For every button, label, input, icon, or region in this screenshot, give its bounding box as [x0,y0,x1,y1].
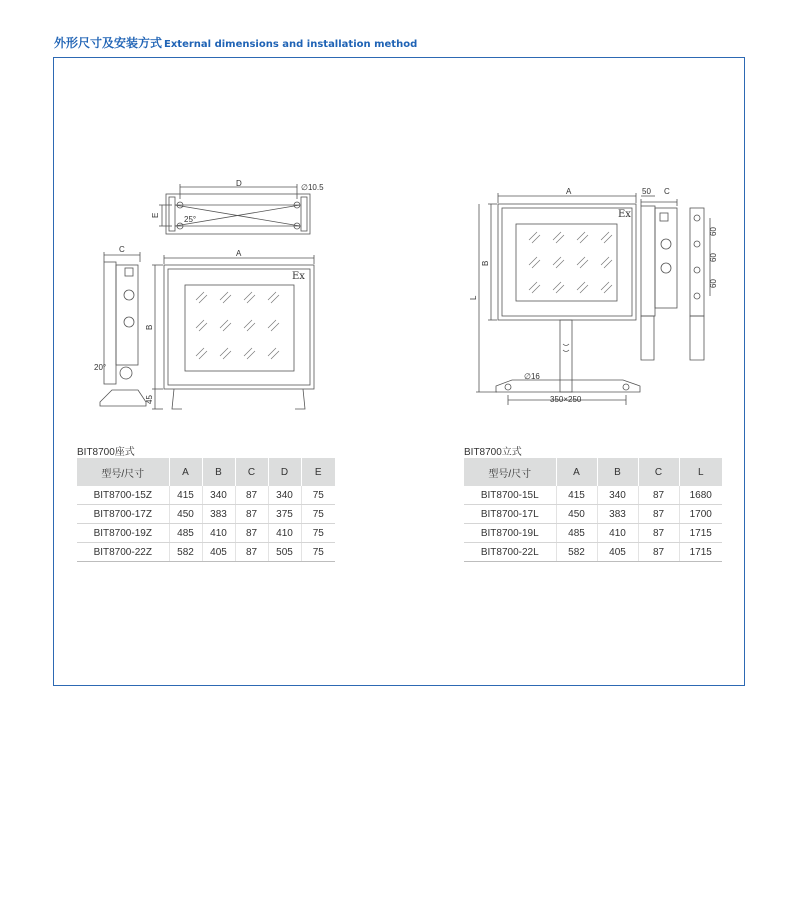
table-cell: 87 [638,505,679,524]
table-cell: 87 [638,524,679,543]
stand-dim-label-l: L [469,295,478,300]
table-cell: 340 [202,486,235,505]
table-cell: BIT8700-19Z [77,524,169,543]
dim-label-45: 45 [145,395,154,404]
floor-stand-drawing [470,185,725,410]
table-cell: 87 [638,543,679,562]
table-row [77,505,335,524]
table-cell: 582 [169,543,202,562]
table-cell: 75 [301,486,335,505]
column-header: C [235,458,268,486]
table-row [77,486,335,505]
table-cell: 450 [556,505,597,524]
column-header: C [638,458,679,486]
table-cell: 87 [638,486,679,505]
table-row [464,505,722,524]
table-cell: 415 [169,486,202,505]
column-header: B [202,458,235,486]
dim-label-b: B [145,324,154,330]
table-cell: 1715 [679,524,722,543]
table-row [464,524,722,543]
column-header: D [268,458,301,486]
table-cell: 87 [235,505,268,524]
dim-label-c: C [119,245,125,254]
table-cell: BIT8700-19L [464,524,556,543]
table-cell: BIT8700-22Z [77,543,169,562]
dim-label-d: D [236,179,242,188]
column-header: 型号/尺寸 [77,458,169,486]
stand-dim-label-a: A [566,187,572,196]
table-cell: 405 [597,543,638,562]
table-cell: 340 [268,486,301,505]
desk-mount-drawing [90,175,330,420]
table-row [464,486,722,505]
table-cell: BIT8700-15Z [77,486,169,505]
column-header: B [597,458,638,486]
ex-mark: Ex [292,271,305,282]
stand-ex-mark: Ex [618,209,631,220]
column-header: 型号/尺寸 [464,458,556,486]
table-row [464,543,722,562]
stand-dim-label-60b: 60 [709,253,718,262]
column-header: A [556,458,597,486]
table-cell: 415 [556,486,597,505]
table-cell: 405 [202,543,235,562]
dim-label-e: E [151,212,160,218]
table-cell: 410 [268,524,301,543]
section-heading [54,34,417,51]
table-cell: 1680 [679,486,722,505]
angle-label-20: 20° [94,363,107,372]
table-cell: BIT8700-15L [464,486,556,505]
table-cell: 87 [235,524,268,543]
table-cell: 87 [235,543,268,562]
stand-dim-label-60a: 60 [709,227,718,236]
table-desk-caption: BIT8700座式 [77,447,135,458]
table-desk [77,458,335,562]
table-cell: BIT8700-17Z [77,505,169,524]
table-row [77,524,335,543]
table-cell: 75 [301,524,335,543]
table-header-row [464,458,722,486]
table-cell: 340 [597,486,638,505]
table-row [77,543,335,562]
column-header: A [169,458,202,486]
table-cell: 1700 [679,505,722,524]
table-header-row [77,458,335,486]
table-cell: 383 [202,505,235,524]
angle-label-25: 25° [184,215,197,224]
column-header: L [679,458,722,486]
dim-label-hole: ∅10.5 [301,183,324,192]
table-cell: 485 [556,524,597,543]
table-cell: BIT8700-22L [464,543,556,562]
table-cell: 485 [169,524,202,543]
table-cell: 410 [597,524,638,543]
table-cell: 450 [169,505,202,524]
stand-dim-label-60c: 60 [709,279,718,288]
table-cell: 87 [235,486,268,505]
table-cell: 582 [556,543,597,562]
table-cell: 75 [301,543,335,562]
section-title-en: External dimensions and installation method [164,39,418,50]
section-title-cn: 外形尺寸及安装方式 [54,36,163,50]
stand-dim-label-16: ∅16 [524,372,540,381]
stand-dim-label-50: 50 [642,187,651,196]
table-cell: 75 [301,505,335,524]
table-cell: 1715 [679,543,722,562]
table-cell: 383 [597,505,638,524]
table-stand [464,458,722,562]
stand-dim-label-base: 350×250 [550,395,582,404]
stand-dim-label-b: B [481,260,490,266]
stand-dim-label-c: C [664,187,670,196]
column-header: E [301,458,335,486]
table-cell: 410 [202,524,235,543]
table-cell: BIT8700-17L [464,505,556,524]
table-stand-caption: BIT8700立式 [464,447,522,458]
table-cell: 505 [268,543,301,562]
table-cell: 375 [268,505,301,524]
dim-label-a: A [236,249,242,258]
